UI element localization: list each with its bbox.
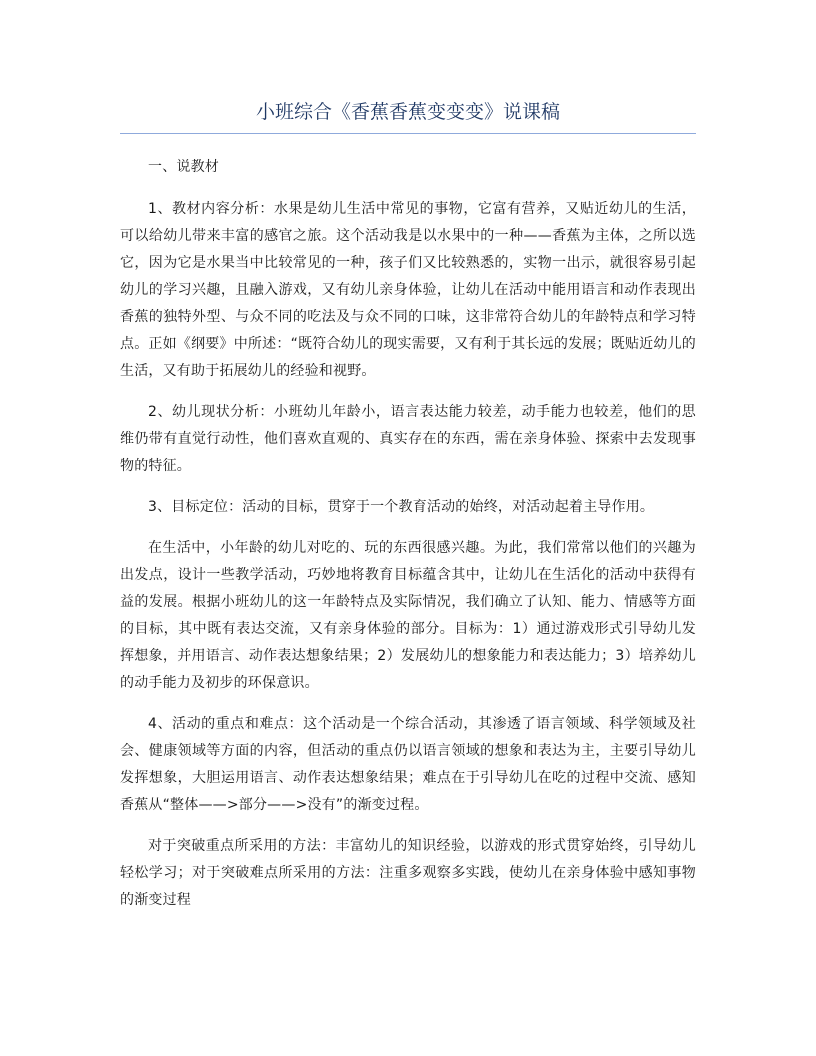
title-divider [120,133,696,134]
paragraph-goals-detail: 在生活中，小年龄的幼儿对吃的、玩的东西很感兴趣。为此，我们常常以他们的兴趣为出发点，设计一些教学活动，巧妙地将教育目标蕴含其中，让幼儿在生活化的活动中获得有益的发展。根据小班幼儿的这一年龄特点及实际情况，我们确立了认知、能力、情感等方面的目标，其中既有表达交流，又有亲身体验的部分。目标为：1）通过游戏形式引导幼儿发挥想象，并用语言、动作表达想象结果；2）发展幼儿的想象能力和表达能力；3）培养幼儿的动手能力及初步的环保意识。 [120,540,696,691]
paragraph-methods: 对于突破重点所采用的方法：丰富幼儿的知识经验，以游戏的形式贯穿始终，引导幼儿轻松学习；对于突破难点所采用的方法：注重多观察多实践，使幼儿在亲身体验中感知事物的渐变过程 [120,838,696,908]
paragraph-children-status: 2、幼儿现状分析：小班幼儿年龄小，语言表达能力较差，动手能力也较差，他们的思维仍带有直觉行动性，他们喜欢直观的、真实存在的东西，需在亲身体验、探索中去发现事物的特征。 [120,404,696,474]
paragraph-material-analysis: 1、教材内容分析：水果是幼儿生活中常见的事物，它富有营养，又贴近幼儿的生活，可以给幼儿带来丰富的感官之旅。这个活动我是以水果中的一种——香蕉为主体，之所以选它，因为它是水果当中比较常见的一种，孩子们又比较熟悉的，实物一出示，就很容易引起幼儿的学习兴趣，且融入游戏，又有幼儿亲身体验，让幼儿在活动中能用语言和动作表现出香蕉的独特外型、与众不同的吃法及与众不同的口味，这非常符合幼儿的年龄特点和学习特点。正如《纲要》中所述：“既符合幼儿的现实需要，又有利于其长远的发展；既贴近幼儿的生活，又有助于拓展幼儿的经验和视野。 [120,201,696,379]
section-heading-teaching-material: 一、说教材 [148,159,219,175]
paragraph-goal-positioning: 3、目标定位：活动的目标，贯穿于一个教育活动的始终，对活动起着主导作用。 [148,499,655,515]
document-body [120,154,696,928]
document-title: 小班综合《香蕉香蕉变变变》说课稿 [255,101,560,123]
paragraph-key-difficult-points: 4、活动的重点和难点：这个活动是一个综合活动，其渗透了语言领域、科学领域及社会、健康领域等方面的内容，但活动的重点仍以语言领域的想象和表达为主，主要引导幼儿发挥想象，大胆运用语言、动作表达想象结果；难点在于引导幼儿在吃的过程中交流、感知香蕉从“整体——>部分——>没有”的渐变过程。 [120,716,696,813]
